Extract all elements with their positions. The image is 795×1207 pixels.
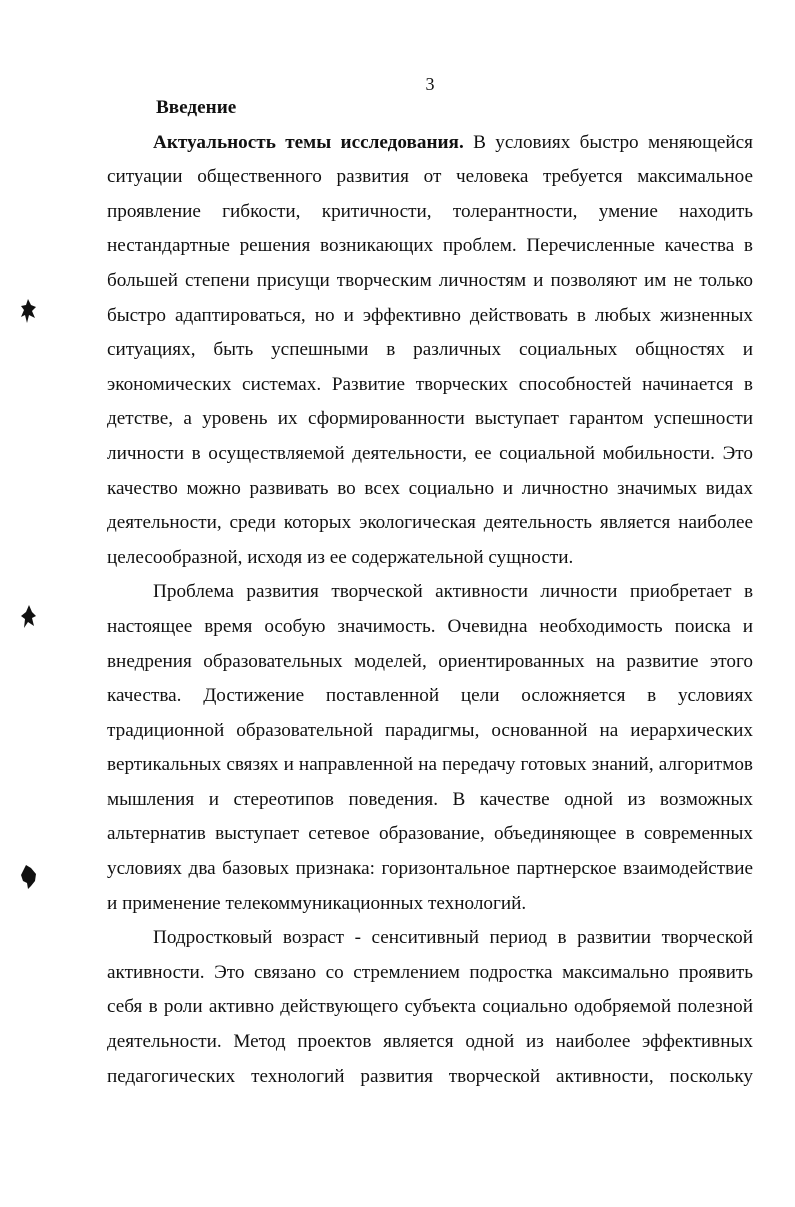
scan-mark-2 [20, 604, 38, 630]
text-line: настоящее время особую значимость. Очевидна необходимость поиска и [107, 615, 753, 637]
text-line: нестандартные решения возникающих проблем. Перечисленные качества в [107, 235, 753, 257]
text-line: вертикальных связях и направленной на передачу готовых знаний, алгоритмов [107, 754, 753, 776]
text-line: традиционной образовательной парадигмы, основанной на иерархических [107, 719, 753, 741]
text-line: себя в роли активно действующего субъекта социально одобряемой полезной [107, 996, 753, 1018]
text-line: деятельности, среди которых экологическая деятельность является наиболее [107, 512, 753, 534]
text-line: мышления и стереотипов поведения. В качестве одной из возможных [107, 788, 753, 810]
text-line: большей степени присущи творческим личностям и позволяют им не только [107, 269, 753, 291]
text-line: деятельности. Метод проектов является одной из наиболее эффективных [107, 1031, 753, 1053]
section-heading: Введение [156, 97, 237, 118]
text-line: детстве, а уровень их сформированности выступает гарантом успешности [107, 408, 753, 430]
paragraph-lead: Актуальность темы исследования. [153, 131, 464, 153]
paragraph-2 [107, 575, 753, 921]
text-line: ситуации общественного развития от человека требуется максимальное [107, 166, 753, 188]
text-line: условиях два базовых признака: горизонтальное партнерское взаимодействие [107, 858, 753, 880]
text-line: альтернатив выступает сетевое образование, объединяющее в современных [107, 823, 753, 845]
text-line: экономических системах. Развитие творческих способностей начинается в [107, 373, 753, 395]
text-line: личности в осуществляемой деятельности, ее социальной мобильности. Это [107, 442, 753, 464]
document-body [107, 91, 753, 1094]
text-line: и применение телекоммуникационных технологий. [107, 892, 527, 914]
page-number: 3 [425, 74, 435, 94]
text-line: качества. Достижение поставленной цели осложняется в условиях [107, 685, 753, 707]
paragraph-3 [107, 921, 753, 1094]
text-line: проявление гибкости, критичности, толерантности, умение находить [107, 200, 753, 222]
text-line: педагогических технологий развития творческой активности, поскольку [107, 1065, 753, 1087]
text-line: быстро адаптироваться, но и эффективно действовать в любых жизненных [107, 304, 753, 326]
text-line: Подростковый возраст - сенситивный период в развитии творческой [153, 927, 753, 949]
text-line: качество можно развивать во всех социально и личностно значимых видах [107, 477, 753, 499]
text-line: целесообразной, исходя из ее содержательной сущности. [107, 546, 574, 568]
scan-mark-1 [20, 298, 38, 324]
paragraph-1 [107, 126, 753, 576]
text-line: внедрения образовательных моделей, ориентированных на развитие этого [107, 650, 753, 672]
text-line: Проблема развития творческой активности личности приобретает в [153, 581, 753, 603]
text-line: активности. Это связано со стремлением подростка максимально проявить [107, 961, 753, 983]
text-line: ситуациях, быть успешными в различных социальных общностях и [107, 339, 753, 361]
text-line: Актуальность темы исследования. В условиях быстро меняющейся [153, 131, 753, 153]
scan-mark-3 [20, 864, 38, 890]
